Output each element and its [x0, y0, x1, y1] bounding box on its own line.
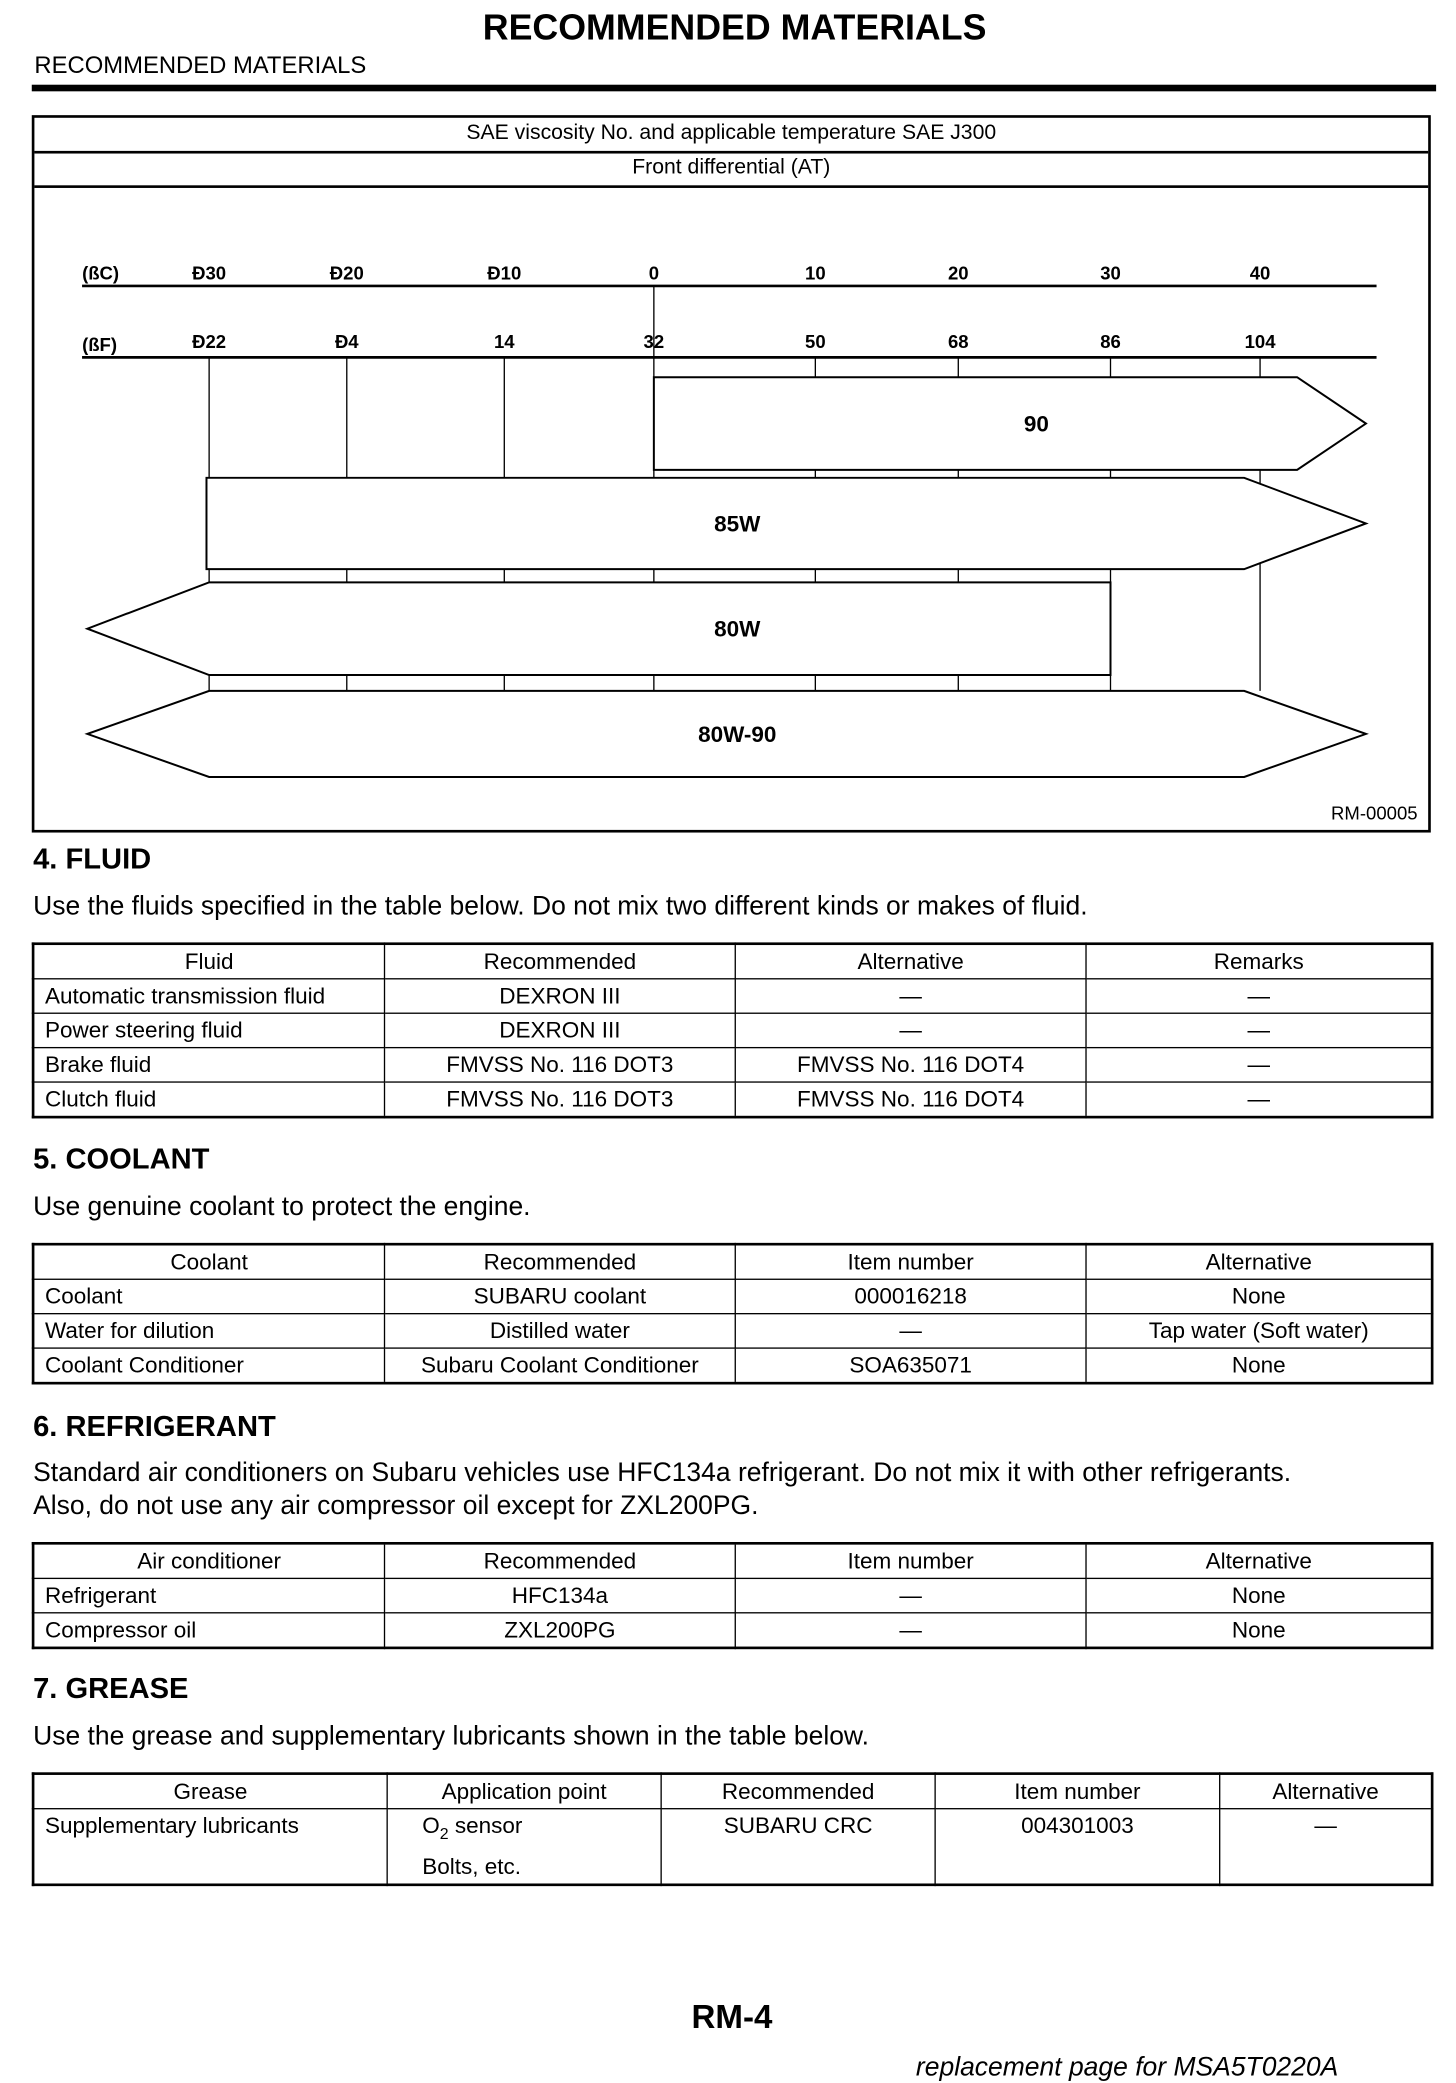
table-cell: FMVSS No. 116 DOT3: [385, 1082, 736, 1117]
table-row: [33, 1348, 1432, 1383]
refrigerant-text: Standard air conditioners on Subaru vehicles use HFC134a refrigerant. Do not mix it with other refrigerants.: [33, 1458, 1292, 1488]
celsius-tick-label: 0: [648, 262, 660, 284]
section-header: RECOMMENDED MATERIALS: [34, 51, 367, 79]
fahrenheit-unit-label: (ßF): [82, 333, 118, 355]
header-cell: Fluid: [33, 944, 384, 979]
table-cell: —: [1086, 1082, 1432, 1117]
celsius-tick-label: Ð10: [487, 262, 522, 284]
header-cell: Recommended: [661, 1774, 935, 1809]
table-cell: —: [1086, 1048, 1432, 1082]
header-cell: Item number: [735, 1244, 1086, 1279]
table-cell: DEXRON III: [385, 979, 736, 1013]
fluid-table: [32, 942, 1434, 1118]
recommended-cell: SUBARU CRC: [661, 1809, 935, 1886]
page-number: RM-4: [691, 1998, 773, 2036]
table-cell: FMVSS No. 116 DOT4: [735, 1082, 1086, 1117]
viscosity-bar-90: [654, 377, 1366, 470]
table-row: [33, 1082, 1432, 1117]
fluid-text: Use the fluids specified in the table below. Do not mix two different kinds or makes of fluid.: [33, 892, 1088, 922]
viscosity-bar-80w: [87, 582, 1110, 675]
celsius-tick-label: 40: [1249, 262, 1271, 284]
table-header-row: [33, 1244, 1432, 1279]
celsius-tick-label: 10: [805, 262, 826, 284]
table-cell: —: [1086, 979, 1432, 1013]
header-cell: Recommended: [385, 1543, 736, 1578]
refrigerant-text-2: Also, do not use any air compressor oil except for ZXL200PG.: [33, 1491, 759, 1521]
header-cell: Alternative: [1086, 1543, 1432, 1578]
table-cell: Tap water (Soft water): [1086, 1314, 1432, 1348]
replacement-note: replacement page for MSA5T0220A: [915, 2052, 1339, 2083]
table-cell: HFC134a: [385, 1578, 736, 1612]
header-cell: Grease: [33, 1774, 387, 1809]
table-cell: ZXL200PG: [385, 1613, 736, 1648]
fahrenheit-tick-label: 104: [1244, 331, 1276, 353]
bar-label: 85W: [714, 511, 761, 537]
table-cell: SOA635071: [735, 1348, 1086, 1383]
table-cell: —: [735, 979, 1086, 1013]
table-row: [33, 1613, 1432, 1648]
table-cell: Automatic transmission fluid: [33, 979, 384, 1013]
coolant-heading: 5. COOLANT: [33, 1142, 210, 1176]
chart-title: SAE viscosity No. and applicable temperature SAE J300: [34, 118, 1428, 154]
header-cell: Application point: [387, 1774, 661, 1809]
table-cell: FMVSS No. 116 DOT4: [735, 1048, 1086, 1082]
refrigerant-table: [32, 1542, 1434, 1649]
table-row: [33, 1048, 1432, 1082]
table-cell: Water for dilution: [33, 1314, 384, 1348]
grease-table: [32, 1772, 1434, 1886]
table-header-row: [33, 1774, 1432, 1809]
page-title: RECOMMENDED MATERIALS: [482, 7, 987, 48]
table-cell: 000016218: [735, 1279, 1086, 1313]
table-cell: DEXRON III: [385, 1013, 736, 1047]
table-cell: Clutch fluid: [33, 1082, 384, 1117]
celsius-tick-label: 20: [947, 262, 969, 284]
figure-id: RM-00005: [1331, 802, 1418, 824]
header-cell: Alternative: [735, 944, 1086, 979]
fahrenheit-tick-label: 14: [493, 331, 515, 353]
table-row: [33, 1279, 1432, 1313]
table-cell: None: [1086, 1613, 1432, 1648]
table-cell: Brake fluid: [33, 1048, 384, 1082]
table-cell: Subaru Coolant Conditioner: [385, 1348, 736, 1383]
table-header-row: [33, 1543, 1432, 1578]
chart-subtitle: Front differential (AT): [34, 152, 1428, 188]
celsius-unit-label: (ßC): [82, 262, 120, 284]
table-cell: None: [1086, 1578, 1432, 1612]
table-row: [33, 1013, 1432, 1047]
celsius-tick-label: 30: [1100, 262, 1121, 284]
header-cell: Recommended: [385, 1244, 736, 1279]
table-cell: None: [1086, 1348, 1432, 1383]
coolant-text: Use genuine coolant to protect the engine.: [33, 1192, 531, 1222]
table-header-row: [33, 944, 1432, 979]
table-cell: —: [735, 1578, 1086, 1612]
header-cell: Remarks: [1086, 944, 1432, 979]
table-row: [33, 1578, 1432, 1612]
header-cell: Recommended: [385, 944, 736, 979]
table-cell: Compressor oil: [33, 1613, 384, 1648]
header-cell: Coolant: [33, 1244, 384, 1279]
table-cell: Coolant: [33, 1279, 384, 1313]
header-cell: Alternative: [1220, 1774, 1432, 1809]
fahrenheit-tick-label: Ð4: [334, 331, 359, 353]
bar-label: 80W-90: [698, 721, 777, 747]
table-row: [33, 1809, 1432, 1886]
bar-label: 80W: [714, 616, 761, 642]
app-text: O: [422, 1813, 440, 1839]
coolant-table: [32, 1243, 1434, 1385]
app-text: sensor: [448, 1813, 523, 1839]
viscosity-bar-85w: [206, 478, 1365, 569]
fahrenheit-tick-label: 86: [1100, 331, 1121, 353]
app-subscript: 2: [439, 1824, 449, 1843]
table-cell: Distilled water: [385, 1314, 736, 1348]
app-text-2: Bolts, etc.: [422, 1854, 522, 1881]
application-point-cell: [387, 1809, 661, 1886]
fluid-heading: 4. FLUID: [33, 841, 152, 875]
table-row: [33, 979, 1432, 1013]
fahrenheit-tick-label: 32: [643, 331, 665, 353]
header-cell: Air conditioner: [33, 1543, 384, 1578]
fahrenheit-tick-label: 50: [805, 331, 826, 353]
table-cell: None: [1086, 1279, 1432, 1313]
table-cell: Refrigerant: [33, 1578, 384, 1612]
table-cell: —: [735, 1013, 1086, 1047]
table-cell: —: [1086, 1013, 1432, 1047]
bar-label: 90: [1023, 411, 1049, 437]
fahrenheit-tick-label: Ð22: [192, 331, 227, 353]
table-cell: —: [735, 1613, 1086, 1648]
table-cell: FMVSS No. 116 DOT3: [385, 1048, 736, 1082]
celsius-tick-label: Ð20: [329, 262, 364, 284]
table-cell: Coolant Conditioner: [33, 1348, 384, 1383]
item-number-cell: 004301003: [935, 1809, 1220, 1886]
grease-heading: 7. GREASE: [33, 1671, 189, 1705]
grease-cell: Supplementary lubricants: [33, 1809, 387, 1886]
grease-text: Use the grease and supplementary lubricants shown in the table below.: [33, 1722, 869, 1752]
refrigerant-heading: 6. REFRIGERANT: [33, 1409, 276, 1443]
fahrenheit-tick-label: 68: [947, 331, 969, 353]
celsius-tick-label: Ð30: [192, 262, 227, 284]
alternative-cell: —: [1220, 1809, 1432, 1886]
table-cell: Power steering fluid: [33, 1013, 384, 1047]
table-cell: —: [735, 1314, 1086, 1348]
header-cell: Alternative: [1086, 1244, 1432, 1279]
header-cell: Item number: [935, 1774, 1220, 1809]
table-row: [33, 1314, 1432, 1348]
header-cell: Item number: [735, 1543, 1086, 1578]
chart-plot: [0, 0, 1456, 847]
table-cell: SUBARU coolant: [385, 1279, 736, 1313]
